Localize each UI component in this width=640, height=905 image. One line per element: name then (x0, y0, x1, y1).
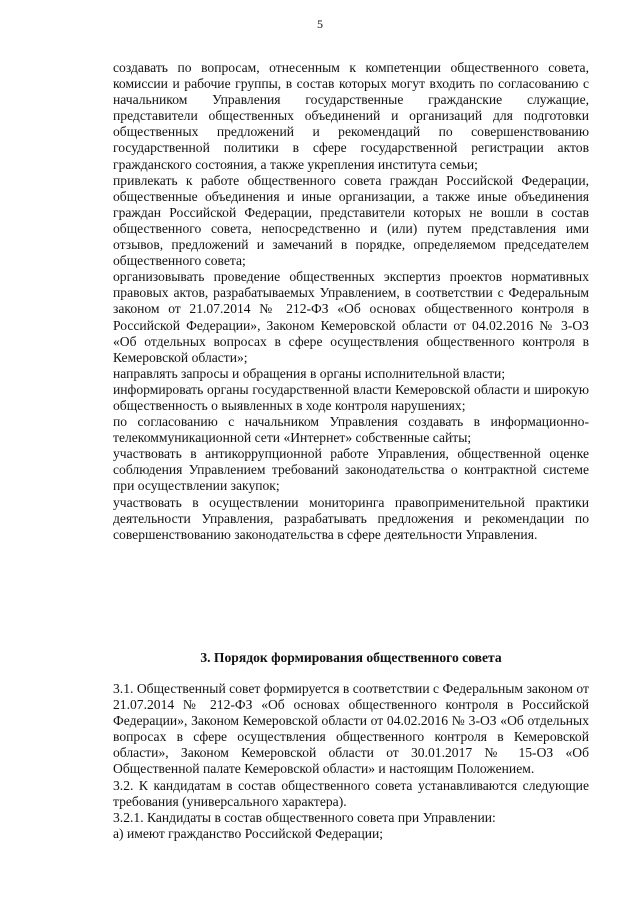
paragraph-organize-expertise: организовывать проведение общественных экспертиз проектов нормативных правовых актов, разрабатываемых Управлением, в соответствии с Федеральным законом от 21.07.2014 № 212-ФЗ «Об основах общественного контроля в Российской Федерации», Законом Кемеровской области от 04.02.2016 № 3-ОЗ «Об отдельных вопросах в сфере осуществления общественного контроля в Кемеровской области»; (113, 269, 589, 365)
paragraph-3-2-1: 3.2.1. Кандидаты в состав общественного совета при Управлении: (113, 809, 496, 825)
paragraph-3-1: 3.1. Общественный совет формируется в соответствии с Федеральным законом от 21.07.2014 № 212-ФЗ «Об основах общественного контроля в Российской Федерации», Законом Кемеровской области от 04.02.2016 № 3-ОЗ «Об отдельных вопросах в сфере осуществления общественного контроля в Кемеровской области», Законом Кемеровской области от 30.01.2017 № 15-ОЗ «Об Общественной палате Кемеровской области» и настоящим Положением. (113, 681, 589, 777)
section-heading: 3. Порядок формирования общественного совета (200, 650, 502, 665)
formation-procedure (113, 681, 589, 842)
paragraph-inform-authorities: информировать органы государственной власти Кемеровской области и широкую общественность о выявленных в ходе контроля нарушениях; (113, 381, 589, 413)
powers-list (113, 60, 589, 543)
paragraph-item-a: а) имеют гражданство Российской Федерации; (113, 825, 384, 841)
paragraph-anticorruption: участвовать в антикоррупционной работе Управления, общественной оценке соблюдения Управлением требований законодательства о контрактной системе при осуществлении закупок; (113, 446, 589, 494)
page-number: 5 (317, 17, 323, 31)
paragraph-send-requests: направлять запросы и обращения в органы исполнительной власти; (113, 365, 506, 381)
paragraph-3-2: 3.2. К кандидатам в состав общественного совета устанавливаются следующие требования (универсального характера). (113, 777, 589, 809)
paragraph-create-commissions: создавать по вопросам, отнесенным к компетенции общественного совета, комиссии и рабочие группы, в состав которых могут входить по согласованию с начальником Управления государственные гражданские служащие, представители общественных объединений и организаций для подготовки общественных предложений и рекомендаций по совершенствованию государственной политики в сфере государственной регистрации актов гражданского состояния, а также укрепления института семьи; (113, 60, 589, 172)
paragraph-monitoring: участвовать в осуществлении мониторинга правоприменительной практики деятельности Управления, разрабатывать предложения и рекомендации по совершенствованию законодательства в сфере деятельности Управления. (113, 494, 589, 542)
paragraph-create-websites: по согласованию с начальником Управления создавать в информационно-телекоммуникационной сети «Интернет» собственные сайты; (113, 414, 589, 446)
paragraph-involve-citizens: привлекать к работе общественного совета граждан Российской Федерации, общественные объединения и иные организации, а также иные объединения граждан Российской Федерации, представители которых не вошли в состав общественного совета, непосредственно и (или) путем представления ими отзывов, предложений и замечаний в порядке, определяемом председателем общественного совета; (113, 172, 589, 269)
